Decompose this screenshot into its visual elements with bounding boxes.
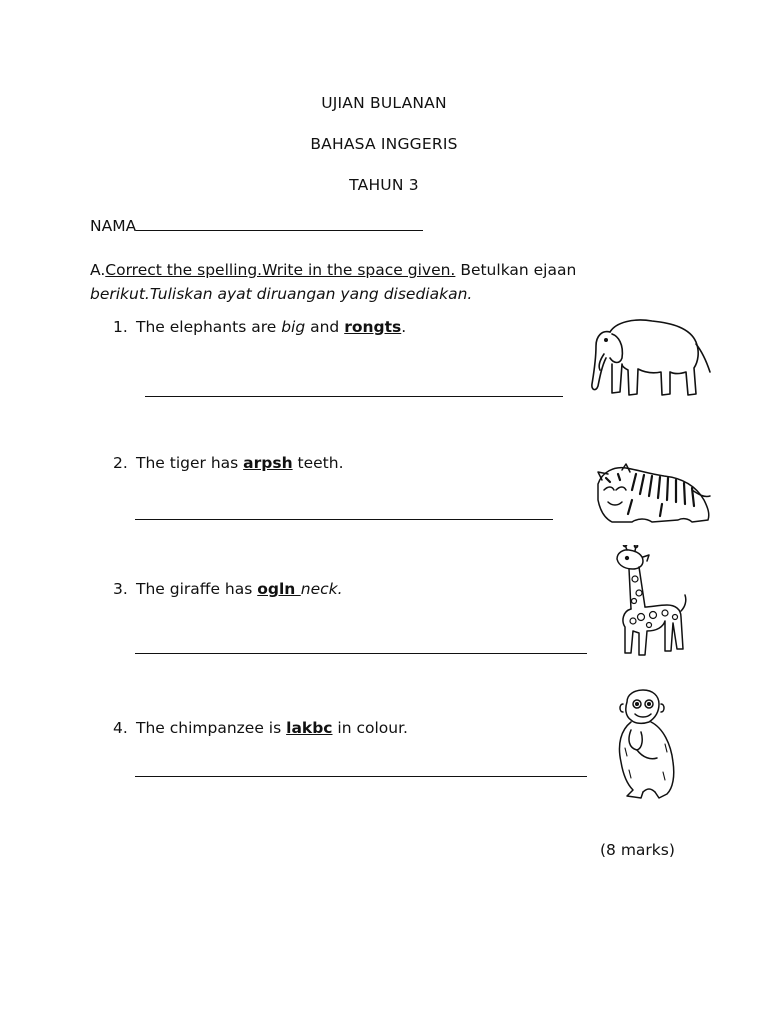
chimpanzee-icon [607,688,689,802]
question-text: The elephants are [136,318,282,336]
question-text: . [401,318,407,336]
misspelled-word: arpsh [243,454,293,472]
title-exam: UJIAN BULANAN [321,94,447,112]
question-text: in colour. [332,719,408,737]
question-1 [113,318,406,336]
answer-line-1[interactable] [145,396,563,397]
question-3 [113,580,343,598]
giraffe-icon [605,545,695,663]
question-text: The chimpanzee is [136,719,287,737]
instruction-english: Correct the spelling.Write in the space given. [105,261,456,279]
question-text: neck. [300,580,343,598]
question-text: teeth. [292,454,344,472]
marks-label: (8 marks) [600,841,675,859]
elephant-icon [582,314,714,404]
misspelled-word: lakbc [286,719,333,737]
question-text: The tiger has [136,454,244,472]
misspelled-word: rongts [344,318,402,336]
name-row [90,214,423,235]
question-4 [113,719,408,737]
instruction-malay-1: Betulkan ejaan [460,261,577,279]
title-subject: BAHASA INGGERIS [310,135,458,153]
instruction [90,258,650,306]
question-number: 2. [113,454,128,472]
name-label: NAMA [90,217,137,235]
question-number: 1. [113,318,128,336]
title-year: TAHUN 3 [349,176,419,194]
name-field[interactable] [136,214,423,231]
question-number: 3. [113,580,128,598]
answer-line-3[interactable] [135,653,587,654]
question-text: and [305,318,345,336]
answer-line-4[interactable] [135,776,587,777]
instruction-malay-2: berikut.Tuliskan ayat diruangan yang disediakan. [90,285,473,303]
tiger-icon [592,460,714,528]
question-number: 4. [113,719,128,737]
answer-line-2[interactable] [135,519,553,520]
question-2 [113,454,344,472]
misspelled-word: ogln [257,580,301,598]
question-italic: big [281,318,306,336]
instruction-prefix: A. [90,261,106,279]
question-text: The giraffe has [136,580,258,598]
